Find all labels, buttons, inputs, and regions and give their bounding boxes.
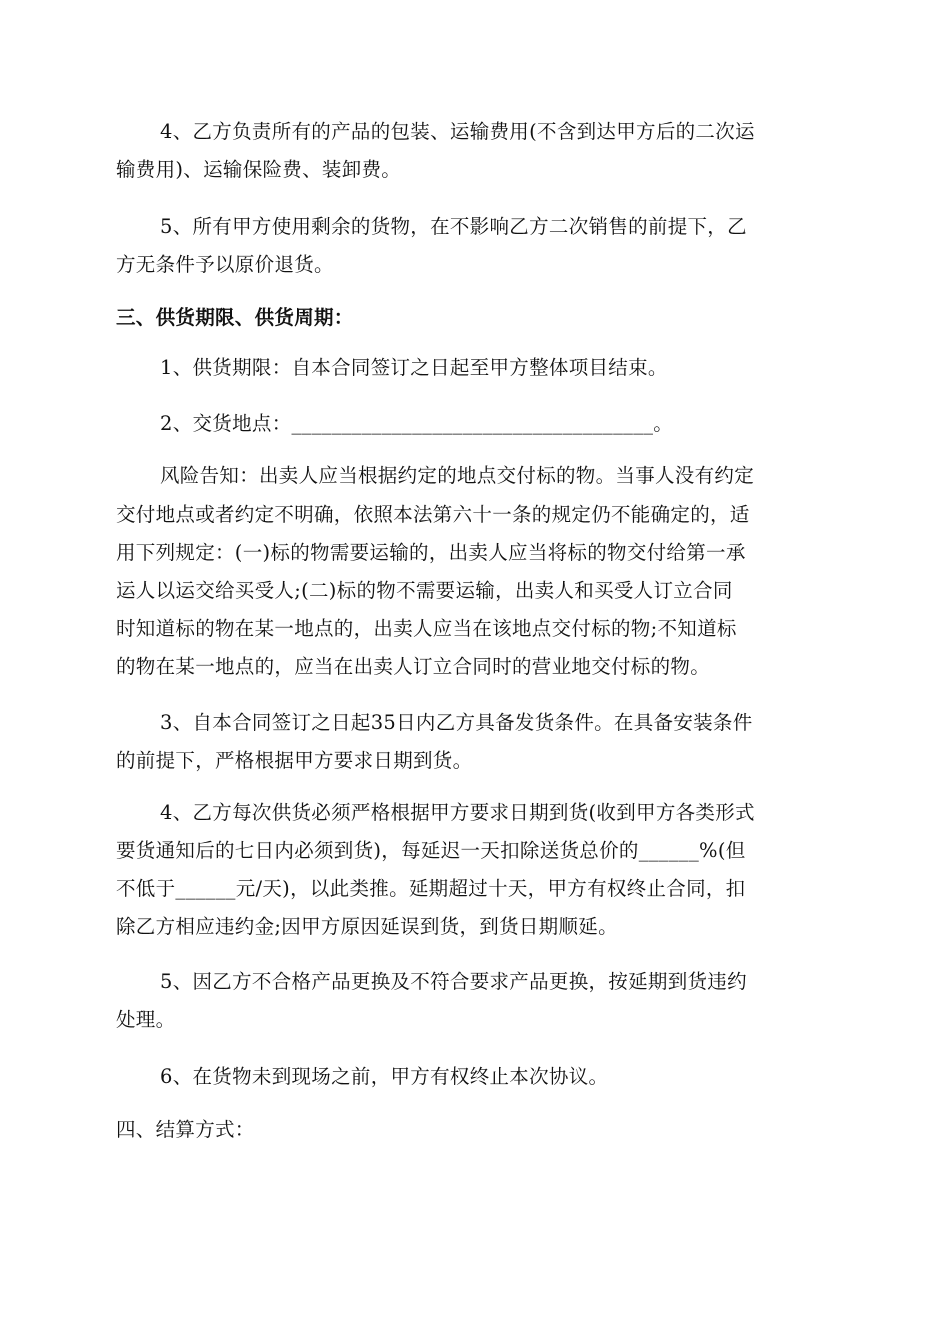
risk-notice-line-6: 的物在某一地点的，应当在出卖人订立合同时的营业地交付标的物。 <box>116 655 711 678</box>
clause-2-5-line-2: 方无条件予以原价退货。 <box>116 253 334 276</box>
clause-3-3-line-2: 的前提下，严格根据甲方要求日期到货。 <box>116 749 473 772</box>
clause-3-5-line-2: 处理。 <box>116 1008 176 1031</box>
risk-notice-line-2: 交付地点或者约定不明确，依照本法第六十一条的规定仍不能确定的，适 <box>116 503 750 526</box>
clause-2-4-line-1: 4、乙方负责所有的产品的包装、运输费用(不含到达甲方后的二次运 <box>160 120 755 143</box>
clause-2-4-line-2: 输费用)、运输保险费、装卸费。 <box>116 158 402 181</box>
clause-3-6: 6、在货物未到现场之前，甲方有权终止本次协议。 <box>160 1065 609 1088</box>
risk-notice-line-1: 风险告知：出卖人应当根据约定的地点交付标的物。当事人没有约定 <box>160 464 755 487</box>
section-4-heading: 四、结算方式： <box>116 1118 255 1141</box>
risk-notice-line-4: 运人以运交给买受人;(二)标的物不需要运输，出卖人和买受人订立合同 <box>116 579 733 602</box>
clause-3-4-line-3: 不低于______元/天)，以此类推。延期超过十天，甲方有权终止合同，扣 <box>116 877 746 900</box>
clause-2-5-line-1: 5、所有甲方使用剩余的货物，在不影响乙方二次销售的前提下，乙 <box>160 215 747 238</box>
section-3-heading: 三、供货期限、供货周期： <box>116 306 354 329</box>
clause-3-4-line-2: 要货通知后的七日内必须到货)，每延迟一天扣除送货总价的______%(但 <box>116 839 746 862</box>
clause-3-1: 1、供货期限：自本合同签订之日起至甲方整体项目结束。 <box>160 356 668 379</box>
clause-3-4-line-4: 除乙方相应违约金;因甲方原因延误到货，到货日期顺延。 <box>116 915 618 938</box>
clause-3-3-line-1: 3、自本合同签订之日起35日内乙方具备发货条件。在具备安装条件 <box>160 711 753 734</box>
clause-3-2: 2、交货地点：____________________________________。 <box>160 412 674 435</box>
risk-notice-line-3: 用下列规定：(一)标的物需要运输的，出卖人应当将标的物交付给第一承 <box>116 541 746 564</box>
risk-notice-line-5: 时知道标的物在某一地点的，出卖人应当在该地点交付标的物;不知道标 <box>116 617 737 640</box>
clause-3-5-line-1: 5、因乙方不合格产品更换及不符合要求产品更换，按延期到货违约 <box>160 970 747 993</box>
clause-3-4-line-1: 4、乙方每次供货必须严格根据甲方要求日期到货(收到甲方各类形式 <box>160 801 755 824</box>
